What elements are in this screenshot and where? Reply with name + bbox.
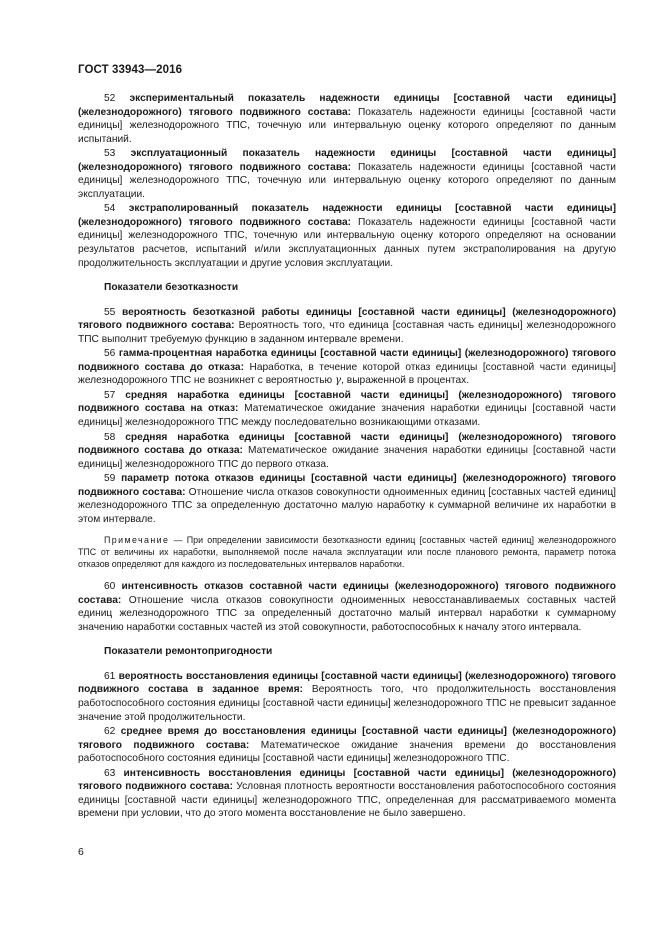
term-definition: Вероятность того, что единица [составная часть единицы] железнодорожного ТПС выполнит требуемую функцию в заданном интервале времени. bbox=[78, 320, 616, 345]
term-title: вероятность безотказной работы единицы [составной части единицы] (железнодорожного) тягового подвижного состава: bbox=[78, 306, 616, 332]
document-header: ГОСТ 33943—2016 bbox=[78, 64, 183, 76]
term-entry-63: 63 интенсивность восстановления единицы [составной части единицы] (железнодорожного) тягового подвижного состава: Условная плотность вероятности восстановления работоспособного состояния единицы [составной части единицы] железнодорожного ТПС, определенная для рассматриваемого момента времени при условии, что до этого момента восстановление не было завершено. bbox=[78, 767, 616, 820]
note-label: Примечание bbox=[104, 535, 170, 546]
term-entry-56: 56 гамма-процентная наработка единицы [составной части единицы] (железнодорожного) тягового подвижного состава до отказа: Наработка, в течение которой отказ единицы [составной части единицы] железнодорожного ТПС не возникнет с вероятностью γ, выраженной в процентах. bbox=[78, 348, 616, 387]
term-title: интенсивность отказов составной части единицы (железнодорожного) тягового подвижного состава: bbox=[78, 581, 616, 606]
document-body bbox=[78, 92, 616, 821]
term-title: параметр потока отказов единицы [составной части единицы] (железнодорожного) тягового подвижного состава: bbox=[78, 473, 616, 498]
term-entry-54: 54 экстраполированный показатель надежности единицы [составной части единицы] (железнодорожного) тягового подвижного состава: Показатель надежности единицы [составной части единицы] железнодорожного ТПС, точечную или интервальную оценку которого определяют на основании результатов расчетов, испытаний и/или эксплуатационных данных путем экстраполирования на другую продолжительность эксплуатации и другие условия эксплуатации. bbox=[78, 203, 616, 269]
term-definition: Математическое ожидание значения наработки единицы [составной части единицы] железнодорожного ТПС до первого отказа. bbox=[78, 445, 616, 470]
term-entry-53: 53 эксплуатационный показатель надежности единицы [составной части единицы] (железнодорожного) тягового подвижного состава: Показатель надежности единицы [составной части единицы] железнодорожного ТПС, точечную или интервальную оценку которого определяют по данным эксплуатации. bbox=[78, 148, 616, 200]
note-text: При определении зависимости безотказности единиц [составных частей единиц] железнодорожного ТПС от величины их наработки, выполняемой после начала эксплуатации или после планового ремонта, параметр потока отказов определяют для каждого из последовательных интервалов наработки. bbox=[78, 535, 617, 570]
term-title: экспериментальный показатель надежности единицы [составной части единицы] (железнодорожного) тягового подвижного состава: bbox=[78, 93, 616, 118]
term-entry-60: 60 интенсивность отказов составной части единицы (железнодорожного) тягового подвижного состава: Отношение числа отказов совокупности одноименных невосстанавливаемых составных частей единиц железнодорожного ТПС за определенный достаточно малый интервал наработки к суммарному значению наработки составных частей из этой совокупности, работоспособных к началу этого интервала. bbox=[78, 581, 616, 633]
note-block: Примечание — При определении зависимости безотказности единиц [составных частей единиц] железнодорожного ТПС от величины их наработки, выполняемой после начала эксплуатации или после планового ремонта, параметр потока отказов определяют для каждого из последовательных интервалов наработки. bbox=[78, 535, 617, 570]
term-definition: Математическое ожидание значения наработки единицы [составной части единицы] железнодорожного ТПС между последовательно возникающими отказами. bbox=[78, 403, 616, 429]
section-heading-maintainability: Показатели ремонтопригодности bbox=[104, 646, 273, 658]
term-definition: Вероятность того, что продолжительность восстановления работоспособного состояния единицы [составной части единицы] железнодорожного ТПС не превысит заданное значение этой продолжительности. bbox=[78, 684, 616, 723]
term-entry-55: 55 вероятность безотказной работы единицы [составной части единицы] (железнодорожного) тягового подвижного состава: Вероятность того, что единица [составная часть единицы] железнодорожного ТПС выполнит требуемую функцию в заданном интервале времени. bbox=[78, 306, 616, 345]
term-entry-62: 62 среднее время до восстановления единицы [составной части единицы] (железнодорожного) тягового подвижного состава: Математическое ожидание значения времени до восстановления работоспособного состояния единицы [составной части единицы] железнодорожного ТПС. bbox=[78, 726, 616, 765]
term-definition: Условная плотность вероятности восстановления работоспособного состояния единицы [составной части единицы] железнодорожного ТПС, определенная для рассматриваемого момента времени при условии, что до этого момента восстановление не было завершено. bbox=[78, 781, 616, 820]
term-entry-57: 57 средняя наработка единицы [составной части единицы] (железнодорожного) тягового подвижного состава на отказ: Математическое ожидание значения наработки единицы [составной части единицы] железнодорожного ТПС между последовательно возникающими отказами. bbox=[78, 389, 616, 429]
section-heading-reliability: Показатели безотказности bbox=[104, 282, 239, 294]
term-definition: Показатель надежности единицы [составной части единицы] железнодорожного ТПС, точечную или интервальную оценку которого определяют по данным эксплуатации. bbox=[78, 161, 616, 200]
term-title: интенсивность восстановления единицы [составной части единицы] (железнодорожного) тягового подвижного состава: bbox=[78, 767, 616, 793]
term-title: гамма-процентная наработка единицы [составной части единицы] (железнодорожного) тягового подвижного состава до отказа: bbox=[78, 348, 616, 373]
page-number: 6 bbox=[78, 846, 84, 858]
gamma-symbol: γ bbox=[335, 375, 342, 387]
term-title: среднее время до восстановления единицы [составной части единицы] (железнодорожного) тягового подвижного состава: bbox=[78, 726, 616, 751]
term-entry-61: 61 вероятность восстановления единицы [составной части единицы] (железнодорожного) тягового подвижного состава в заданное время: Вероятность того, что продолжительность восстановления работоспособного состояния единицы [составной части единицы] железнодорожного ТПС не превысит заданное значение этой продолжительности. bbox=[78, 670, 616, 723]
term-definition: Отношение числа отказов совокупности одноименных единиц [составных частей единиц] железнодорожного ТПС за определенную достаточно малую наработку к суммарной величине их наработки в этом интервале. bbox=[78, 486, 616, 525]
term-entry-52: 52 экспериментальный показатель надежности единицы [составной части единицы] (железнодорожного) тягового подвижного состава: Показатель надежности единицы [составной части единицы] железнодорожного ТПС, точечную или интервальную оценку которого определяют по данным испытаний. bbox=[78, 93, 616, 145]
term-title: эксплуатационный показатель надежности единицы [составной части единицы] (железнодорожного) тягового подвижного состава: bbox=[78, 148, 616, 173]
term-definition: Математическое ожидание значения времени до восстановления работоспособного состояния единицы [составной части единицы] железнодорожного ТПС. bbox=[78, 739, 616, 765]
term-entry-58: 58 средняя наработка единицы [составной части единицы] (железнодорожного) тягового подвижного состава до отказа: Математическое ожидание значения наработки единицы [составной части единицы] железнодорожного ТПС до первого отказа. bbox=[78, 431, 616, 470]
term-title: вероятность восстановления единицы [составной части единицы] (железнодорожного) тягового подвижного состава в заданное время: bbox=[78, 670, 616, 696]
term-title: экстраполированный показатель надежности единицы [составной части единицы] (железнодорожного) тягового подвижного состава: bbox=[78, 203, 616, 228]
term-entry-59: 59 параметр потока отказов единицы [составной части единицы] (железнодорожного) тягового подвижного состава: Отношение числа отказов совокупности одноименных единиц [составных частей единиц] железнодорожного ТПС за определенную достаточно малую наработку к суммарной величине их наработки в этом интервале. bbox=[78, 473, 616, 525]
term-definition: Отношение числа отказов совокупности одноименных невосстанавливаемых составных частей единиц железнодорожного ТПС за определенный достаточно малый интервал наработки к суммарному значению наработки составных частей из этой совокупности, работоспособных к началу этого интервала. bbox=[78, 594, 616, 633]
term-definition: Наработка, в течение которой отказ единицы [составной части единицы] железнодорожного ТПС не возникнет с вероятностью bbox=[78, 361, 616, 387]
term-title: средняя наработка единицы [составной части единицы] (железнодорожного) тягового подвижного состава на отказ: bbox=[78, 389, 616, 415]
term-definition: Показатель надежности единицы [составной части единицы] железнодорожного ТПС, точечную или интервальную оценку которого определяют на основании результатов расчетов, испытаний и/или эксплуатационных данных путем экстраполирования на другую продолжительность эксплуатации и другие условия эксплуатации. bbox=[78, 216, 616, 269]
term-definition: Показатель надежности единицы [составной части единицы] железнодорожного ТПС, точечную или интервальную оценку которого определяют по данным испытаний. bbox=[78, 106, 616, 145]
term-title: средняя наработка единицы [составной части единицы] (железнодорожного) тягового подвижного состава до отказа: bbox=[78, 431, 616, 457]
